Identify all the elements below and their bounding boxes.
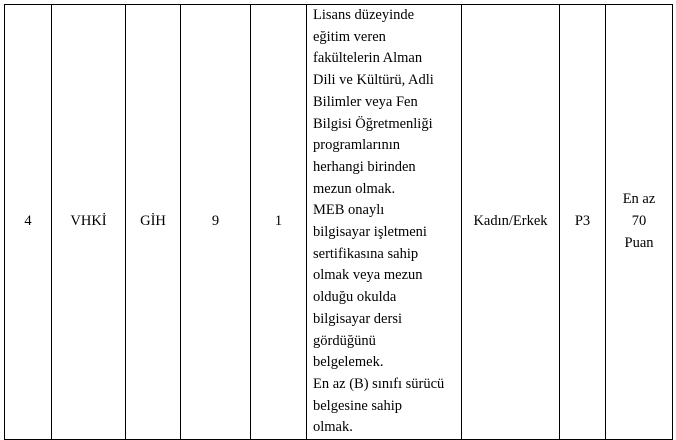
requirement-line: En az (B) sınıfı sürücü [313,375,445,392]
requirements-cell [307,5,462,440]
requirement-line: bilgisayar işletmeni [313,224,427,241]
min-score-line: Puan [624,234,654,251]
requirement-line: sertifikasına sahip [313,245,419,262]
position-table [4,4,673,440]
count-cell: 1 [251,5,307,440]
requirement-line: Lisans düzeyinde [313,7,415,23]
requirement-line: olmak veya mezun [313,267,423,284]
requirement-line: fakültelerin Alman [313,50,423,67]
requirement-line: MEB onaylı [313,202,385,219]
requirement-line: belgesine sahip [313,397,402,414]
requirement-line: programlarının [313,137,400,154]
requirement-line: belgelemek. [313,354,384,371]
requirement-line: olmak. [313,419,353,436]
score-type-cell: P3 [560,5,606,440]
requirement-line: bilgisayar dersi [313,310,402,327]
table-row [5,5,673,440]
requirement-line: Dili ve Kültürü, Adli [313,72,434,89]
min-score-line: 70 [631,213,647,230]
requirement-line: mezun olmak. [313,180,396,197]
requirement-line: gördüğünü [313,332,376,349]
grade-cell: 9 [181,5,251,440]
title-cell: VHKİ [52,5,126,440]
requirement-line: Bilimler veya Fen [313,93,418,110]
min-score-cell [606,5,673,440]
requirement-line: olduğu okulda [313,289,397,306]
class-cell: GİH [126,5,181,440]
requirement-line: eğitim veren [313,28,386,45]
requirement-line: Bilgisi Öğretmenliği [313,115,433,132]
gender-cell: Kadın/Erkek [462,5,560,440]
row-number: 4 [5,5,52,440]
min-score-line: En az [622,191,656,208]
requirement-line: herhangi birinden [313,158,416,175]
